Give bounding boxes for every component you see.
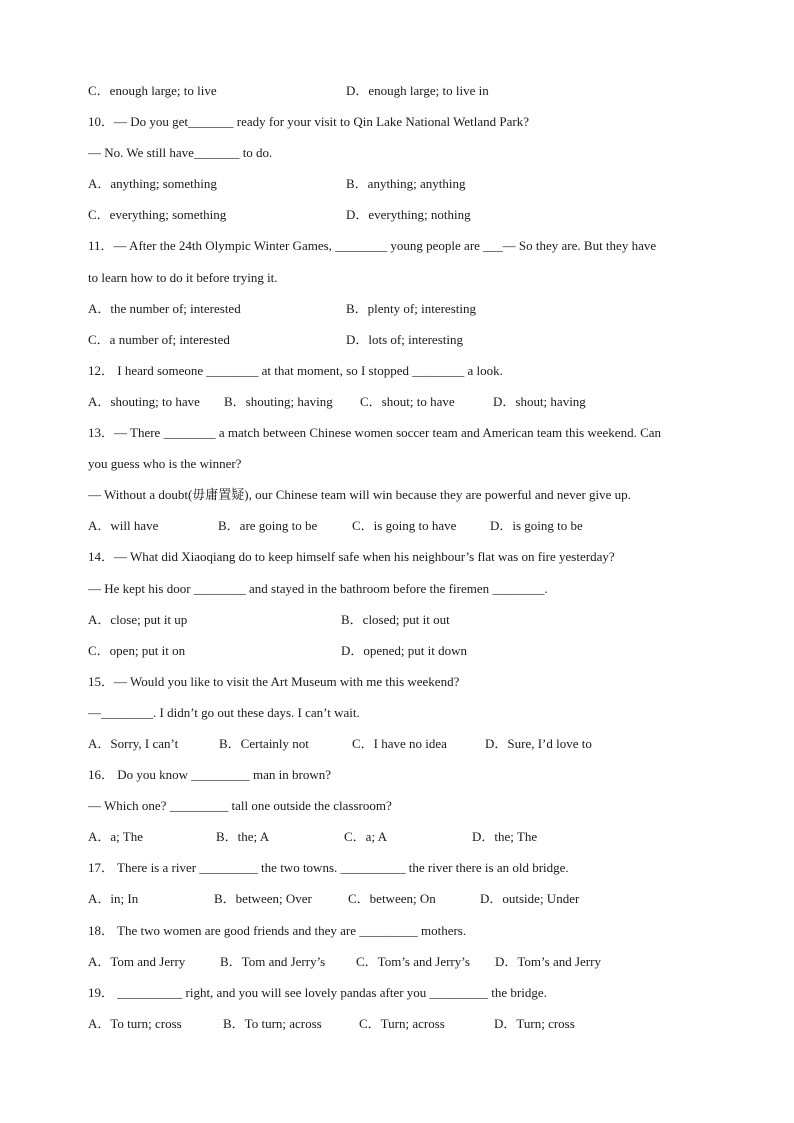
answer-option: D．opened; put it down (341, 642, 468, 658)
answer-options-row (88, 329, 728, 360)
answer-option: B．between; Over (214, 891, 312, 907)
answer-option: D．Turn; cross (494, 1015, 575, 1031)
answer-option: D．Tom’s and Jerry (495, 953, 601, 969)
answer-option: A．Tom and Jerry (88, 953, 186, 969)
question-text-line: to learn how to do it before trying it. (88, 269, 278, 285)
answer-options-row (88, 204, 728, 235)
answer-option: D．lots of; interesting (346, 331, 463, 347)
answer-option: A．anything; something (88, 176, 217, 192)
answer-option: B．Tom and Jerry’s (220, 953, 326, 969)
answer-option: C．open; put it on (88, 642, 186, 658)
answer-options-row (88, 515, 728, 546)
answer-option: A．shouting; to have (88, 393, 200, 409)
answer-option: D．is going to be (490, 518, 583, 534)
answer-option: B．plenty of; interesting (346, 300, 476, 316)
answer-options-row (88, 640, 728, 671)
answer-option: B．the; A (216, 829, 270, 845)
answer-options-row (88, 173, 728, 204)
question-text-line: —________. I didn’t go out these days. I can’t wait. (88, 704, 360, 720)
question-text-line: — He kept his door ________ and stayed in the bathroom before the firemen ________. (88, 580, 548, 596)
question-text-line: 13．— There ________ a match between Chinese women soccer team and American team this weekend. Can (88, 425, 662, 441)
answer-option: C．Tom’s and Jerry’s (356, 953, 470, 969)
question-text-line: 17． There is a river _________ the two towns. __________ the river there is an old bridge. (88, 860, 569, 876)
question-text-line: 10．— Do you get_______ ready for your visit to Qin Lake National Wetland Park? (88, 114, 529, 130)
answer-options-row (88, 1013, 728, 1044)
answer-option: D．everything; nothing (346, 207, 471, 223)
answer-option: C．a; A (344, 829, 387, 845)
answer-option: D．outside; Under (480, 891, 580, 907)
question-text-line: 14．— What did Xiaoqiang do to keep himself safe when his neighbour’s flat was on fire yesterday? (88, 549, 615, 565)
answer-options-row (88, 391, 728, 422)
question-text-line: you guess who is the winner? (88, 456, 242, 472)
answer-option: C．shout; to have (360, 393, 455, 409)
answer-option: C．I have no idea (352, 735, 447, 751)
answer-option: A．To turn; cross (88, 1015, 182, 1031)
answer-option: D．enough large; to live in (346, 83, 489, 98)
answer-options-row (88, 826, 728, 857)
answer-option: B．To turn; across (223, 1015, 322, 1031)
answer-option: D．the; The (472, 829, 538, 845)
answer-option: C．everything; something (88, 207, 227, 223)
answer-option: C．enough large; to live (88, 83, 217, 98)
answer-option: C．a number of; interested (88, 331, 230, 347)
answer-option: C．Turn; across (359, 1015, 445, 1031)
question-text-line: — Without a doubt(毋庸置疑), our Chinese team will win because they are powerful and never give up. (88, 487, 631, 503)
answer-option: A．will have (88, 518, 159, 534)
question-text-line: 19． __________ right, and you will see lovely pandas after you _________ the bridge. (88, 984, 547, 1000)
worksheet-page (88, 80, 728, 1044)
answer-option: A．a; The (88, 829, 143, 845)
answer-option: B．closed; put it out (341, 611, 450, 627)
answer-options-row (88, 609, 728, 640)
answer-options-row (88, 80, 728, 111)
question-text-line: 15．— Would you like to visit the Art Museum with me this weekend? (88, 673, 460, 689)
question-text-line: 11．— After the 24th Olympic Winter Games, ________ young people are ___— So they are. But they have (88, 238, 657, 254)
answer-options-row (88, 298, 728, 329)
answer-option: A．the number of; interested (88, 300, 241, 316)
question-text-line: 18． The two women are good friends and they are _________ mothers. (88, 922, 467, 938)
answer-option: C．between; On (348, 891, 436, 907)
answer-option: A．Sorry, I can’t (88, 735, 179, 751)
answer-options-row (88, 733, 728, 764)
question-text-line: — No. We still have_______ to do. (88, 145, 273, 161)
answer-option: B．are going to be (218, 518, 318, 534)
question-text-line: 12． I heard someone ________ at that moment, so I stopped ________ a look. (88, 362, 503, 378)
answer-option: C．is going to have (352, 518, 457, 534)
answer-option: B．anything; anything (346, 176, 466, 192)
answer-options-row (88, 951, 728, 982)
question-text-line: 16． Do you know _________ man in brown? (88, 767, 332, 783)
answer-option: D．Sure, I’d love to (485, 735, 592, 751)
answer-option: A．in; In (88, 891, 139, 907)
answer-option: B．Certainly not (219, 735, 309, 751)
question-text-line: — Which one? _________ tall one outside the classroom? (88, 798, 392, 814)
answer-option: B．shouting; having (224, 393, 333, 409)
answer-option: D．shout; having (493, 393, 586, 409)
answer-option: A．close; put it up (88, 611, 188, 627)
answer-options-row (88, 888, 728, 919)
